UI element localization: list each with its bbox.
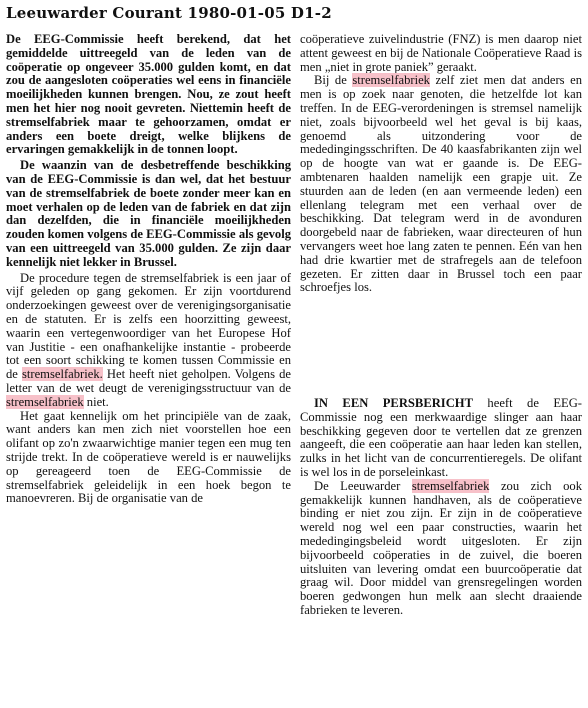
highlighted-term: stremselfabriek bbox=[411, 478, 490, 493]
text-run: Bij de bbox=[314, 73, 353, 88]
text-run: De Leeuwarder bbox=[314, 478, 412, 493]
text-run: heeft de EEG-Commissie nog een merkwaardige slinger aan haar beschikking gegeven door te vertellen dat ze grenzen aangeeft, die een coöperatie aan haar leden kan stellen, zulks in het licht van de concurrentieregels. De olifant is wel los in de porseleinkast. bbox=[300, 396, 582, 479]
highlighted-term: stremselfabriek. bbox=[22, 367, 103, 382]
paragraph bbox=[6, 272, 291, 410]
page-header: Leeuwarder Courant 1980-01-05 D1-2 bbox=[6, 4, 332, 22]
article-column-right-top bbox=[300, 33, 582, 295]
text-run: zou zich ook gemakkelijk kunnen handhaven, als de coöperatieve binding er niet zou zijn. Er zijn in de coöperatieve wereld nog wel een paar constructies, waarin het mededingingsbeleid wordt uitgesloten. Er zijn bijvoorbeeld coöperaties in de zuivel, die boeren uitsluiten van levering omdat een buurcoöperatie dat graag wil. Door middel van grensregelingen worden boeren gedwongen hun melk aan slecht draaiende fabrieken te leveren. bbox=[300, 478, 582, 617]
paragraph: Het gaat kennelijk om het principiële van de zaak, want anders kan men zich niet voorstellen hoe een olifant op zo'n zwaarwichtige manier tegen een mug ten strijde trekt. In de coöperatieve wereld is er nauwelijks op gereageerd toen de EEG-Commissie de stremselfabriek geleidelijk in een hoek begon te manoevreren. Bij de organisatie van de bbox=[6, 408, 291, 506]
highlighted-term: stremselfabriek bbox=[352, 73, 430, 88]
article-column-right-bottom bbox=[300, 397, 582, 618]
paragraph: De waanzin van de desbetreffende beschikking van de EEG-Commissie is dan wel, dat het bestuur van de stremselfabriek de boete zonder meer kan en moet verhalen op de leden van de fabriek en dat zijn dan dezelfden, die in financiële moeilijkheden zouden komen volgens de EEG-Commissie als gevolg van een uittreegeld van 35.000 gulden. Ze zijn daar kennelijk niet lekker in Brussel. bbox=[6, 158, 291, 269]
text-run: zelf ziet men dat anders en men is op zoek naar genoten, die hetzelfde lot kan treffen. In de EEG-verordeningen is stremsel namelijk niet, zoals bijvoorbeeld wel het geval is bij kaas, genoemd als uitzondering voor de mededingingsschriften. De 40 kaasfabrikanten zijn wel op de hoogte van wat er gaande is. De EEG-ambtenaren haalden namelijk een grapje uit. Ze stuurden aan de leden (en aan vermeende leden) een ellenlang telegram met een verhaal over de beschikking. Dat telegram werd in de avonduren doorgebeld naar de fabrieken, waar directeuren of hun vervangers weet hoe lang zaten te pennen. Eén van hen had drie kwartier met de strafregels aan de telefoon gezeten. Er zitten daar in Brussel toch een paar schroefjes los. bbox=[300, 73, 582, 295]
paragraph bbox=[300, 74, 582, 295]
paragraph bbox=[300, 397, 582, 480]
paragraph: De EEG-Commissie heeft berekend, dat het gemiddelde uittreegeld van de leden van de coöperatie op ongeveer 35.000 gulden komt, en dat zou de aangesloten coöperaties wel eens in financiële moeilijkheden kunnen brengen. Nou, ze zout heeft men het hier nog nooit gevreten. Niettemin heeft de stremselfabriek maar te gehoorzamen, omdat er anders een boete dreigt, welke blijkens de ervaringen gemakkelijk in de tonnen loopt. bbox=[6, 32, 291, 157]
text-run: Het heeft niet geholpen. Volgens de letter van de wet deugt de verenigingsstructuur van de bbox=[6, 367, 291, 395]
paragraph bbox=[300, 480, 582, 618]
highlighted-term: stremselfabriek bbox=[6, 394, 84, 409]
article-column-left bbox=[6, 33, 291, 506]
paragraph: coöperatieve zuivelindustrie (FNZ) is men daarop niet attent geweest en bij de Nationale Coöperatieve Raad is men „niet in grote paniek” geraakt. bbox=[300, 32, 582, 74]
text-run: De procedure tegen de stremselfabriek is een jaar of vijf geleden op gang gekomen. Er zijn voortdurend onderzoekingen geweest over de verenigingsorganisatie en de statuten. Er is zelfs een hoorzitting geweest, waarin een vertegenwoordiger van het Europese Hof van Justitie - een onafhankelijke instantie - probeerde tot een soort schikking te komen tussen Commissie en de bbox=[6, 270, 291, 382]
text-run: niet. bbox=[83, 394, 109, 409]
section-lead-caps: IN EEN PERSBERICHT bbox=[314, 396, 474, 410]
